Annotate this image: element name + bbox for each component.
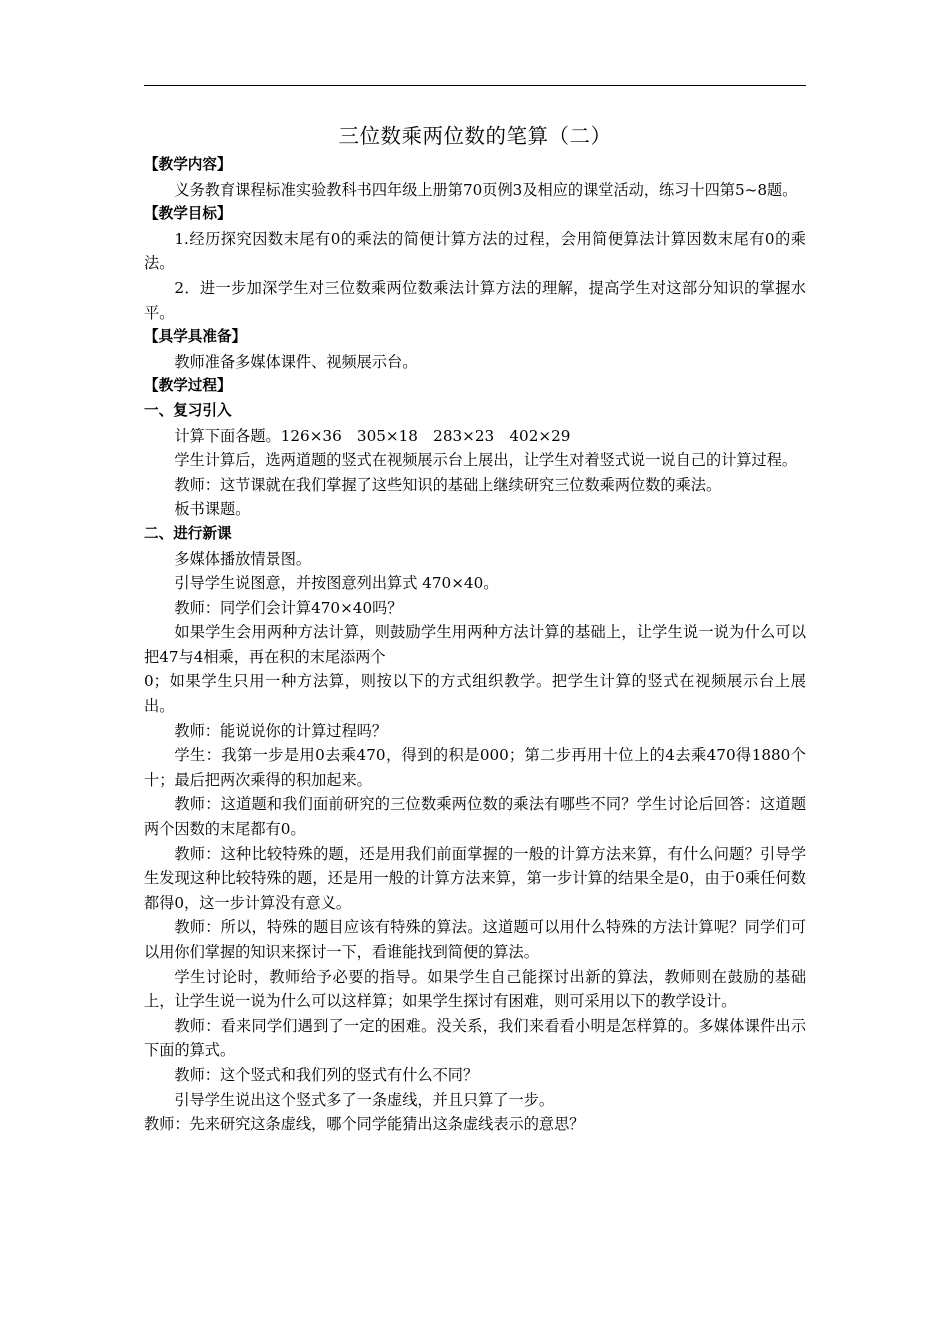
paragraph: 学生讨论时，教师给予必要的指导。如果学生自己能探讨出新的算法，教师则在鼓励的基础上，让学生说一说为什么可以这样算；如果学生探讨有困难，则可采用以下的教学设计。 bbox=[144, 967, 806, 1011]
paragraph: 教师：看来同学们遇到了一定的困难。没关系，我们来看看小明是怎样算的。多媒体课件出示下面的算式。 bbox=[144, 1016, 806, 1060]
paragraph: 教师：这种比较特殊的题，还是用我们前面掌握的一般的计算方法来算，有什么问题？引导学生发现这种比较特殊的题，还是用一般的计算方法来算，第一步计算的结果全是0，由于0乘任何数都得0，这一步计算没有意义。 bbox=[144, 844, 806, 912]
header-rule bbox=[144, 85, 806, 86]
paragraph: 板书课题。 bbox=[174, 500, 251, 519]
paragraph: 教师：能说说你的计算过程吗？ bbox=[174, 721, 388, 740]
paragraph: 教师准备多媒体课件、视频展示台。 bbox=[174, 352, 418, 371]
paragraph: 义务教育课程标准实验教科书四年级上册第70页例3及相应的课堂活动，练习十四第5~8题。 bbox=[174, 180, 798, 199]
section-heading-goals: 【教学目标】 bbox=[144, 205, 232, 223]
paragraph: 教师：先来研究这条虚线，哪个同学能猜出这条虚线表示的意思？ bbox=[144, 1115, 585, 1134]
document-body bbox=[144, 120, 806, 1137]
paragraph: 多媒体播放情景图。 bbox=[174, 549, 312, 568]
subheading-new-lesson: 二、进行新课 bbox=[144, 524, 232, 542]
paragraph: 学生计算后，选两道题的竖式在视频展示台上展出，让学生对着竖式说一说自己的计算过程。 bbox=[174, 451, 798, 470]
paragraph: 引导学生说出这个竖式多了一条虚线，并且只算了一步。 bbox=[174, 1090, 555, 1109]
paragraph: 教师：这个竖式和我们列的竖式有什么不同？ bbox=[174, 1065, 479, 1084]
paragraph: 教师：这节课就在我们掌握了这些知识的基础上继续研究三位数乘两位数的乘法。 bbox=[174, 475, 722, 494]
paragraph: 教师：同学们会计算470×40吗？ bbox=[174, 598, 403, 617]
paragraph: 1.经历探究因数末尾有0的乘法的简便计算方法的过程，会用简便算法计算因数末尾有0的乘法。 bbox=[144, 229, 806, 273]
paragraph: 0；如果学生只用一种方法算，则按以下的方式组织教学。把学生计算的竖式在视频展示台上展出。 bbox=[144, 672, 806, 716]
paragraph: 2．进一步加深学生对三位数乘两位数乘法计算方法的理解，提高学生对这部分知识的掌握水平。 bbox=[144, 278, 806, 322]
section-heading-content: 【教学内容】 bbox=[144, 156, 232, 173]
paragraph: 学生：我第一步是用0去乘470，得到的积是000；第二步再用十位上的4去乘470得1880个十；最后把两次乘得的积加起来。 bbox=[144, 746, 806, 789]
paragraph: 引导学生说图意，并按图意列出算式 470×40。 bbox=[174, 574, 499, 593]
paragraph: 教师：所以，特殊的题目应该有特殊的算法。这道题可以用什么特殊的方法计算呢？同学们可以用你们掌握的知识来探讨一下，看谁能找到简便的算法。 bbox=[144, 918, 806, 961]
section-heading-process: 【教学过程】 bbox=[144, 377, 232, 395]
subheading-review: 一、复习引入 bbox=[144, 401, 232, 419]
paragraph: 如果学生会用两种方法计算，则鼓励学生用两种方法计算的基础上，让学生说一说为什么可以把47与4相乘，再在积的末尾添两个 bbox=[144, 623, 806, 666]
paragraph: 计算下面各题。126×36 305×18 283×23 402×29 bbox=[174, 426, 571, 445]
paragraph: 教师：这道题和我们面前研究的三位数乘两位数的乘法有哪些不同？学生讨论后回答：这道题两个因数的末尾都有0。 bbox=[144, 795, 806, 839]
section-heading-prep: 【具学具准备】 bbox=[144, 328, 247, 346]
document-title: 三位数乘两位数的笔算（二） bbox=[338, 124, 612, 148]
